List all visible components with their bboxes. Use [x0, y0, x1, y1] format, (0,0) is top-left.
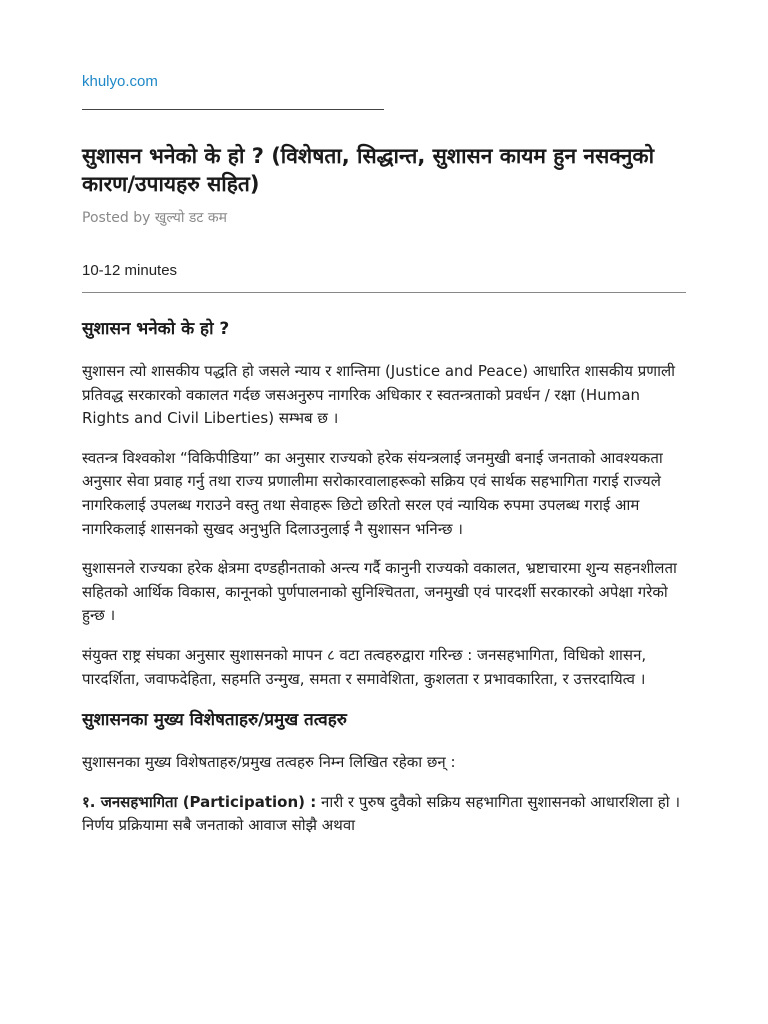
list-item-participation — [82, 791, 686, 838]
section-intro: सुशासनका मुख्य विशेषताहरु/प्रमुख तत्वहरु निम्न लिखित रहेका छन् : — [82, 753, 456, 772]
paragraph: संयुक्त राष्ट्र संघका अनुसार सुशासनको मापन ८ वटा तत्वहरुद्वारा गरिन्छ : जनसहभागिता, विधिको शासन, पारदर्शिता, जवाफदेहिता, सहमति उन्मुख, समता र समावेशिता, कुशलता र प्रभावकारिता, र उत्तरदायित्व । — [82, 645, 647, 688]
list-item-text: नारी र पुरुष दुवैको सक्रिय सहभागिता सुशासनको आधारशिला हो । निर्णय प्रक्रियामा सबै जनताको आवाज सोझै अथवा — [82, 792, 681, 835]
paragraph: स्वतन्त्र विश्वकोश “विकिपीडिया” का अनुसार राज्यको हरेक संयन्त्रलाई जनमुखी बनाई जनताको आवश्यकता अनुसार सेवा प्रवाह गर्नु तथा राज्य प्रणालीमा सरोकारवालाहरूको सक्रिय एवं सार्थक सहभागिता गराई राज्यले नागरिकलाई उपलब्ध गराउने वस्तु तथा सेवाहरू छिटो छरितो सरल एवं न्यायिक रुपमा उपलब्ध गराई आम नागरिकलाई शासनको सुखद अनुभुति दिलाउनुलाई नै सुशासन भनिन्छ । — [82, 448, 663, 538]
site-divider — [82, 109, 384, 110]
posted-by: Posted by खुल्यो डट कम — [82, 210, 228, 226]
paragraph: सुशासनले राज्यका हरेक क्षेत्रमा दण्डहीनताको अन्त्य गर्दै कानुनी राज्यको वकालत, भ्रष्टाचारमा शुन्य सहनशीलता सहितको आर्थिक विकास, कानूनको पुर्णपालनाको सुनिश्चितता, जनमुखी एवं पारदर्शी सरकारको अपेक्षा गरेको हुन्छ । — [82, 559, 677, 625]
read-time: 10-12 minutes — [82, 262, 178, 279]
list-item-lead: १. जनसहभागिता (Participation) : — [82, 792, 317, 811]
section-heading-what-is-good-governance: सुशासन भनेको के हो ? — [82, 319, 230, 339]
site-link[interactable]: khulyo.com — [82, 73, 158, 90]
header-divider — [82, 292, 686, 293]
paragraph: सुशासन त्यो शासकीय पद्धति हो जसले न्याय र शान्तिमा (Justice and Peace) आधारित शासकीय प्रणाली प्रतिवद्ध सरकारको वकालत गर्दछ जसअनुरुप नागरिक अधिकार र स्वतन्त्रताको प्रवर्धन / रक्षा (Human Rights and Civil Liberties) सम्भब छ । — [82, 362, 676, 428]
article-body — [82, 316, 686, 854]
section-heading-key-features: सुशासनका मुख्य विशेषताहरु/प्रमुख तत्वहरु — [82, 710, 347, 731]
page-title: सुशासन भनेको के हो ? (विशेषता, सिद्धान्त, सुशासन कायम हुन नसक्नुको कारण/उपायहरु सहित) — [82, 144, 655, 196]
